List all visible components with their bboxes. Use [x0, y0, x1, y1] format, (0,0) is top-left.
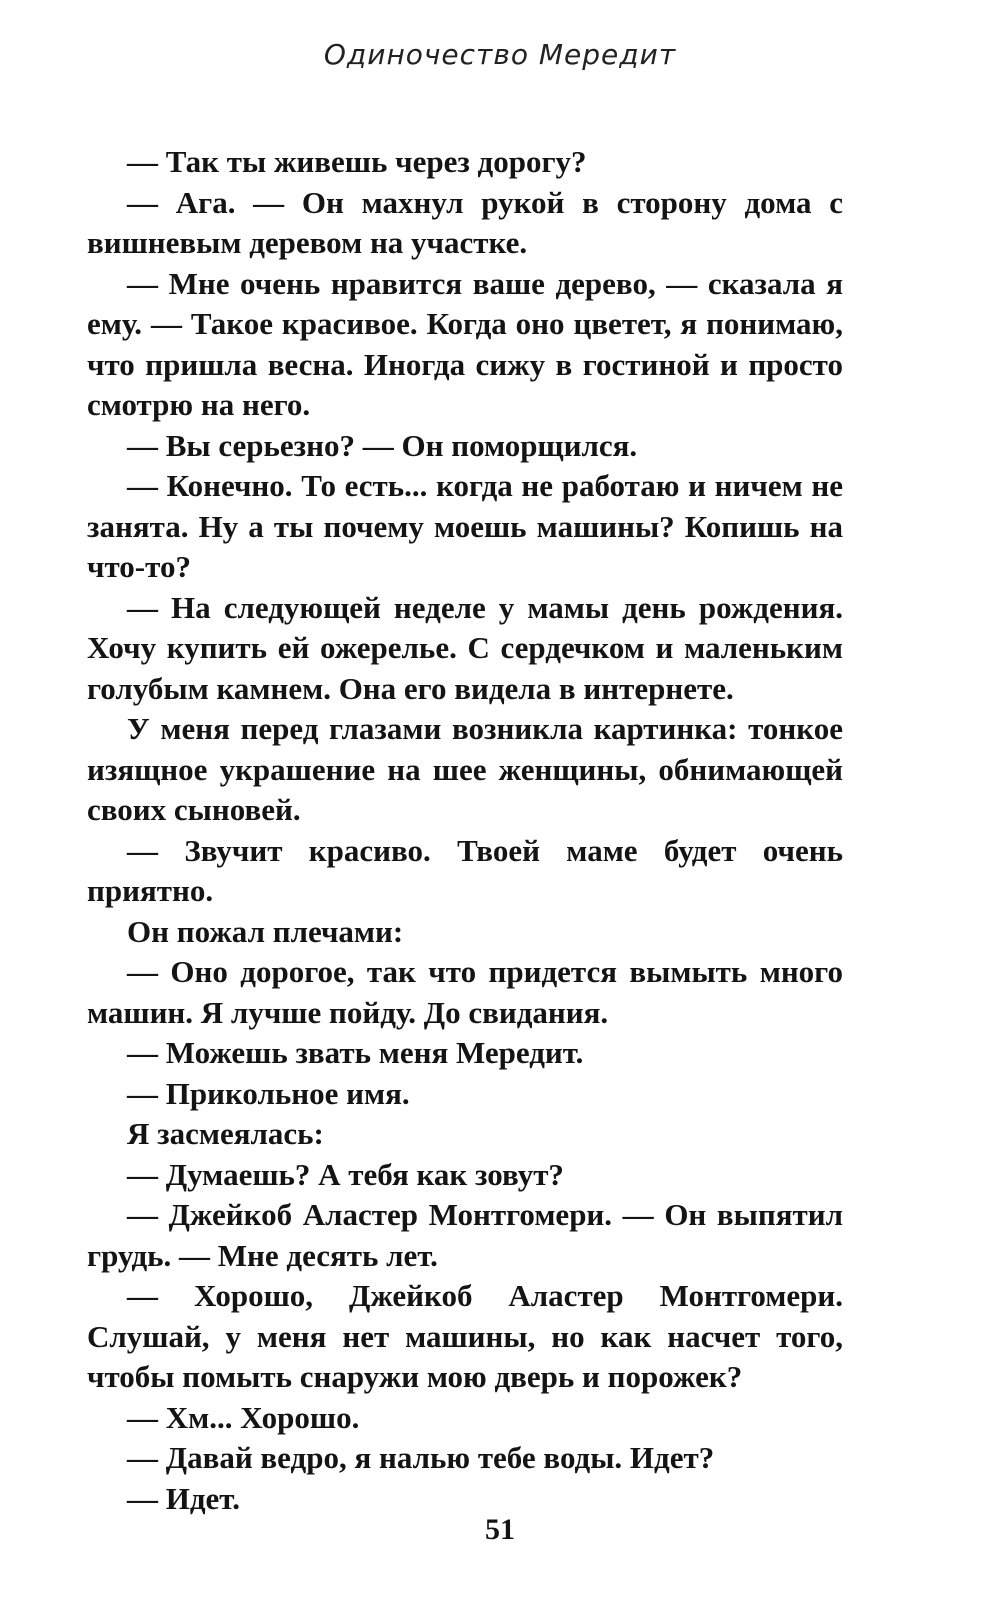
paragraph: — Идет. [127, 1480, 240, 1516]
paragraph: — Хорошо, Джейкоб Аластер Монтгомери. Слушай, у меня нет машины, но как насчет того, чтобы помыть снаружи мою дверь и порожек? [87, 1278, 843, 1394]
paragraph: — Прикольное имя. [127, 1075, 410, 1111]
paragraph: — Можешь звать меня Мередит. [127, 1035, 584, 1070]
paragraph: — Конечно. То есть... когда не работаю и ничем не занята. Ну а ты почему моешь машины? Копишь на что-то? [87, 468, 843, 584]
page-number: 51 [485, 1513, 515, 1546]
paragraph: Я засмеялась: [127, 1116, 324, 1151]
paragraph: Он пожал плечами: [127, 913, 404, 949]
body-text [87, 142, 843, 1519]
paragraph: — Мне очень нравится ваше дерево, — сказала я ему. — Такое красивое. Когда оно цветет, я понимаю, что пришла весна. Иногда сижу в гостиной и просто смотрю на него. [87, 265, 843, 422]
paragraph: У меня перед глазами возникла картинка: тонкое изящное украшение на шее женщины, обнимающей своих сыновей. [87, 711, 843, 827]
paragraph: — Думаешь? А тебя как зовут? [127, 1156, 564, 1192]
paragraph: — Звучит красиво. Твоей маме будет очень приятно. [87, 832, 843, 908]
paragraph: — Хм... Хорошо. [127, 1399, 360, 1435]
paragraph: — На следующей неделе у мамы день рождения. Хочу купить ей ожерелье. С сердечком и маленьким голубым камнем. Она его видела в интернете. [87, 589, 843, 706]
paragraph: — Давай ведро, я налью тебе воды. Идет? [127, 1440, 715, 1475]
paragraph: — Джейкоб Аластер Монтгомери. — Он выпятил грудь. — Мне десять лет. [87, 1197, 843, 1273]
paragraph: — Ага. — Он махнул рукой в сторону дома с вишневым деревом на участке. [87, 184, 843, 260]
paragraph: — Оно дорогое, так что придется вымыть много машин. Я лучше пойду. До свидания. [87, 954, 843, 1030]
paragraph: — Вы серьезно? — Он поморщился. [127, 427, 638, 463]
running-header: Одиночество Мередит [323, 38, 677, 71]
paragraph: — Так ты живешь через дорогу? [127, 144, 587, 179]
